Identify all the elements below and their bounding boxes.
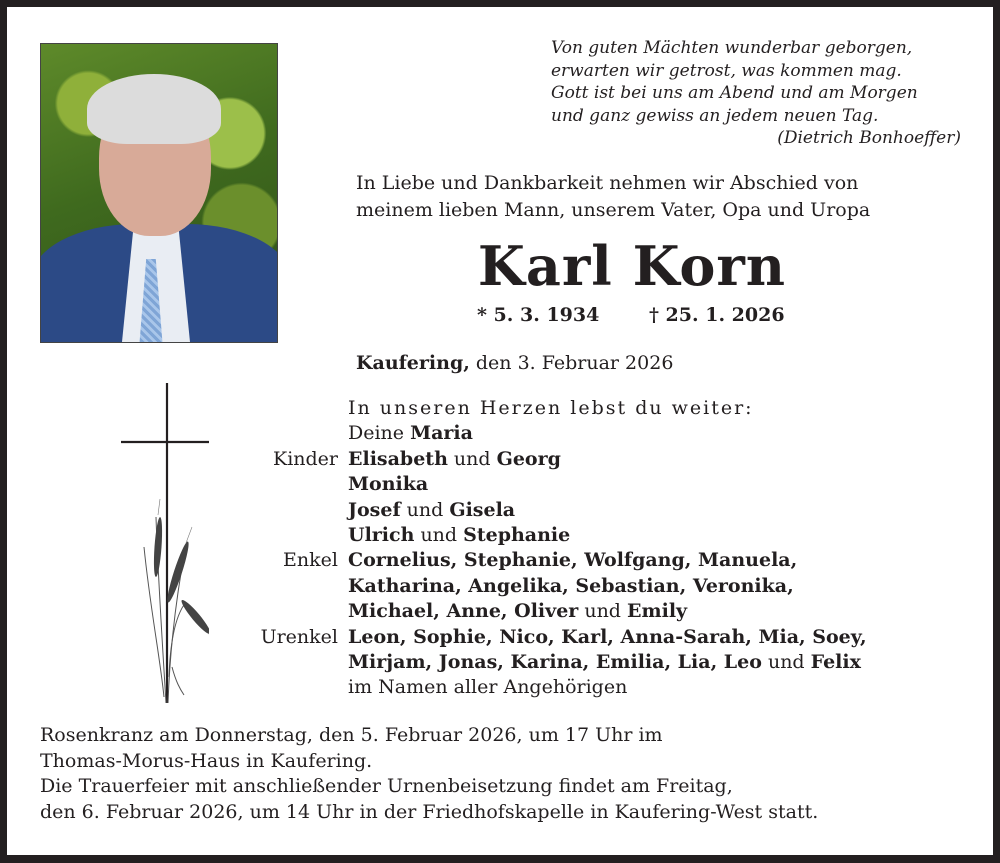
bonhoeffer-quote — [551, 37, 971, 150]
life-dates — [477, 302, 785, 328]
cross-with-wheat-icon — [114, 377, 209, 707]
place: Kaufering, — [356, 352, 470, 374]
children-label: Kinder — [273, 447, 338, 470]
mourners-heading: In unseren Herzen lebst du weiter: — [348, 397, 754, 419]
closing-row — [247, 675, 947, 700]
quote-line: und ganz gewiss an jedem neuen Tag. — [551, 105, 879, 126]
children-row: Josef und Gisela — [348, 498, 516, 521]
service-line: Die Trauerfeier mit anschließender Urnenbeisetzung findet am Freitag, — [40, 775, 733, 797]
children-row: Monika — [348, 473, 429, 496]
quote-line: Von guten Mächten wunderbar geborgen, — [551, 38, 913, 58]
children-row: Kinder Elisabeth und Georg — [247, 447, 947, 472]
intro-text — [356, 170, 966, 224]
grandchildren-label: Enkel — [283, 549, 338, 572]
children-row: Ulrich und Stephanie — [348, 524, 571, 547]
birth-date: * 5. 3. 1934 — [477, 304, 600, 326]
date: den 3. Februar 2026 — [469, 352, 674, 374]
grandchildren-row: Enkel Cornelius, Stephanie, Wolfgang, Manuela, — [247, 548, 947, 573]
spouse-row: Deine Maria — [348, 422, 473, 445]
service-line: Rosenkranz am Donnerstag, den 5. Februar 2026, um 17 Uhr im — [40, 724, 663, 746]
service-line: den 6. Februar 2026, um 14 Uhr in der Friedhofskapelle in Kaufering-West statt. — [40, 800, 819, 823]
quote-line: Gott ist bei uns am Abend und am Morgen — [551, 83, 918, 103]
quote-line: erwarten wir getrost, was kommen mag. — [551, 60, 902, 81]
photo-hair — [87, 74, 221, 144]
portrait-photo — [40, 43, 278, 343]
mourners-heading-row — [247, 396, 947, 421]
spouse-name: Maria — [410, 422, 473, 445]
service-line: Thomas-Morus-Haus in Kaufering. — [40, 749, 373, 772]
obituary-notice — [7, 7, 993, 855]
great-grandchildren-row: Urenkel Leon, Sophie, Nico, Karl, Anna-Sarah, Mia, Soey, — [247, 625, 947, 650]
great-grandchildren-row: Mirjam, Jonas, Karina, Emilia, Lia, Leo und Felix — [348, 651, 861, 674]
great-grandchildren-label: Urenkel — [260, 625, 338, 648]
grandchildren-row: Michael, Anne, Oliver und Emily — [348, 600, 688, 623]
intro-line: meinem lieben Mann, unserem Vater, Opa und Uropa — [356, 199, 871, 221]
deceased-name: Karl Korn — [477, 234, 787, 298]
death-date: † 25. 1. 2026 — [649, 304, 785, 326]
mourners-list — [247, 396, 947, 701]
grandchildren-row: Katharina, Angelika, Sebastian, Veronika, — [348, 574, 794, 597]
closing-text: im Namen aller Angehörigen — [348, 676, 628, 699]
intro-line: In Liebe und Dankbarkeit nehmen wir Abschied von — [356, 172, 859, 194]
service-details — [40, 723, 980, 825]
quote-author: (Dietrich Bonhoeffer) — [777, 128, 961, 148]
place-and-date — [356, 350, 673, 376]
